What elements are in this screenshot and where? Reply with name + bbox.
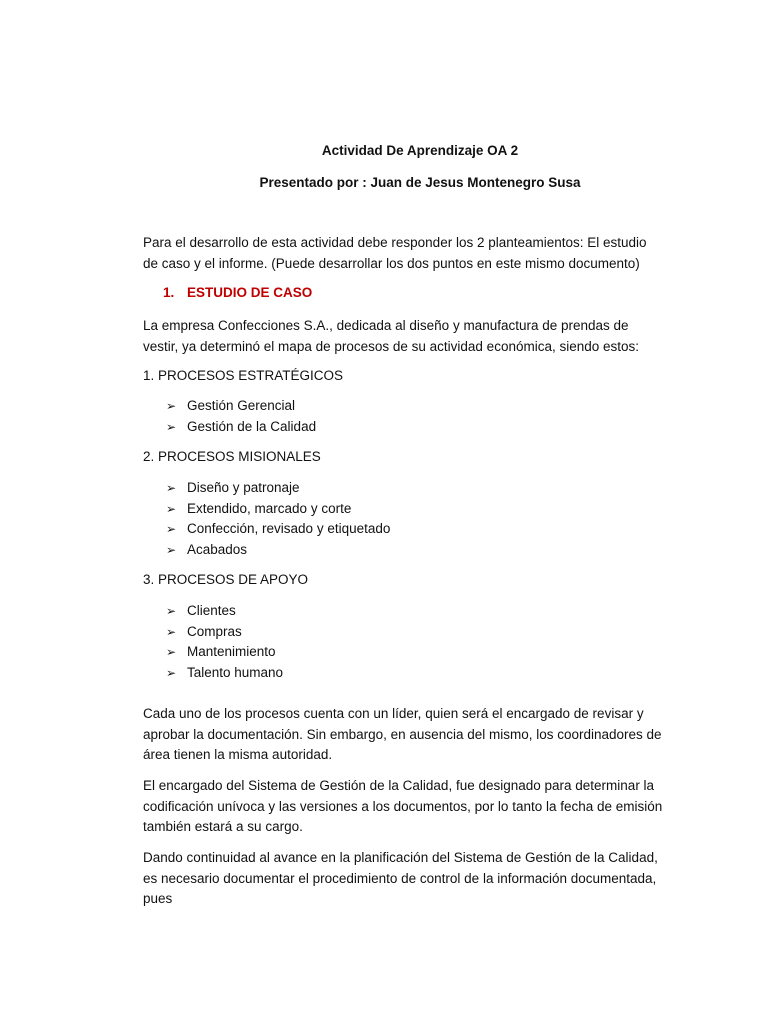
paragraph-lideres: Cada uno de los procesos cuenta con un líder, quien será el encargado de revisar y aprobar la documentación. Sin embargo, en ausencia del mismo, los coordinadores de área tienen la misma autoridad. [143, 706, 662, 762]
list-item: ➢ Gestión de la Calidad [166, 417, 316, 438]
heading-estudio-de-caso [163, 285, 312, 300]
arrow-bullet-icon: ➢ [166, 665, 177, 680]
heading-label: ESTUDIO DE CASO [187, 285, 313, 300]
document-title: Actividad De Aprendizaje OA 2 [321, 143, 519, 158]
arrow-bullet-icon: ➢ [166, 501, 177, 516]
list-item: ➢ Gestión Gerencial [166, 396, 316, 417]
case-paragraph: La empresa Confecciones S.A., dedicada al diseño y manufactura de prendas de vestir, ya determinó el mapa de procesos de su actividad económica, siendo estos: [143, 318, 640, 354]
section-title-apoyo: 3. PROCESOS DE APOYO [143, 572, 309, 587]
list-item: ➢ Extendido, marcado y corte [166, 499, 390, 520]
arrow-bullet-icon: ➢ [166, 542, 177, 557]
arrow-bullet-icon: ➢ [166, 522, 177, 536]
arrow-bullet-icon: ➢ [166, 481, 177, 495]
section-title-misionales: 2. PROCESOS MISIONALES [143, 449, 321, 464]
arrow-bullet-icon: ➢ [166, 419, 177, 434]
list-item: ➢ Acabados [166, 540, 390, 561]
arrow-bullet-icon: ➢ [166, 645, 177, 659]
list-item: ➢ Diseño y patronaje [166, 478, 390, 499]
intro-paragraph: Para el desarrollo de esta actividad debe responder los 2 planteamientos: El estudio de caso y el informe. (Puede desarrollar los dos puntos en este mismo documento) [143, 235, 647, 271]
bullet-list-estrategicos [166, 396, 316, 437]
list-item: ➢ Clientes [166, 601, 283, 622]
paragraph-continuidad: Dando continuidad al avance en la planificación del Sistema de Gestión de la Calidad, es necesario documentar el procedimiento de control de la información documentada, pues [143, 850, 658, 906]
section-title-estrategicos: 1. PROCESOS ESTRATÉGICOS [143, 368, 344, 383]
list-item: ➢ Compras [166, 622, 283, 643]
author-line: Presentado por : Juan de Jesus Montenegro Susa [259, 175, 581, 190]
arrow-bullet-icon: ➢ [166, 604, 177, 618]
heading-number: 1. [163, 285, 175, 300]
paragraph-encargado-sgc: El encargado del Sistema de Gestión de la Calidad, fue designado para determinar la codificación unívoca y las versiones a los documentos, por lo tanto la fecha de emisión también estará a su cargo. [143, 778, 663, 834]
list-item: ➢ Confección, revisado y etiquetado [166, 519, 390, 540]
list-item: ➢ Talento humano [166, 663, 283, 684]
arrow-bullet-icon: ➢ [166, 399, 177, 413]
list-item: ➢ Mantenimiento [166, 642, 283, 663]
arrow-bullet-icon: ➢ [166, 624, 177, 639]
bullet-list-apoyo [166, 601, 283, 683]
bullet-list-misionales [166, 478, 390, 560]
